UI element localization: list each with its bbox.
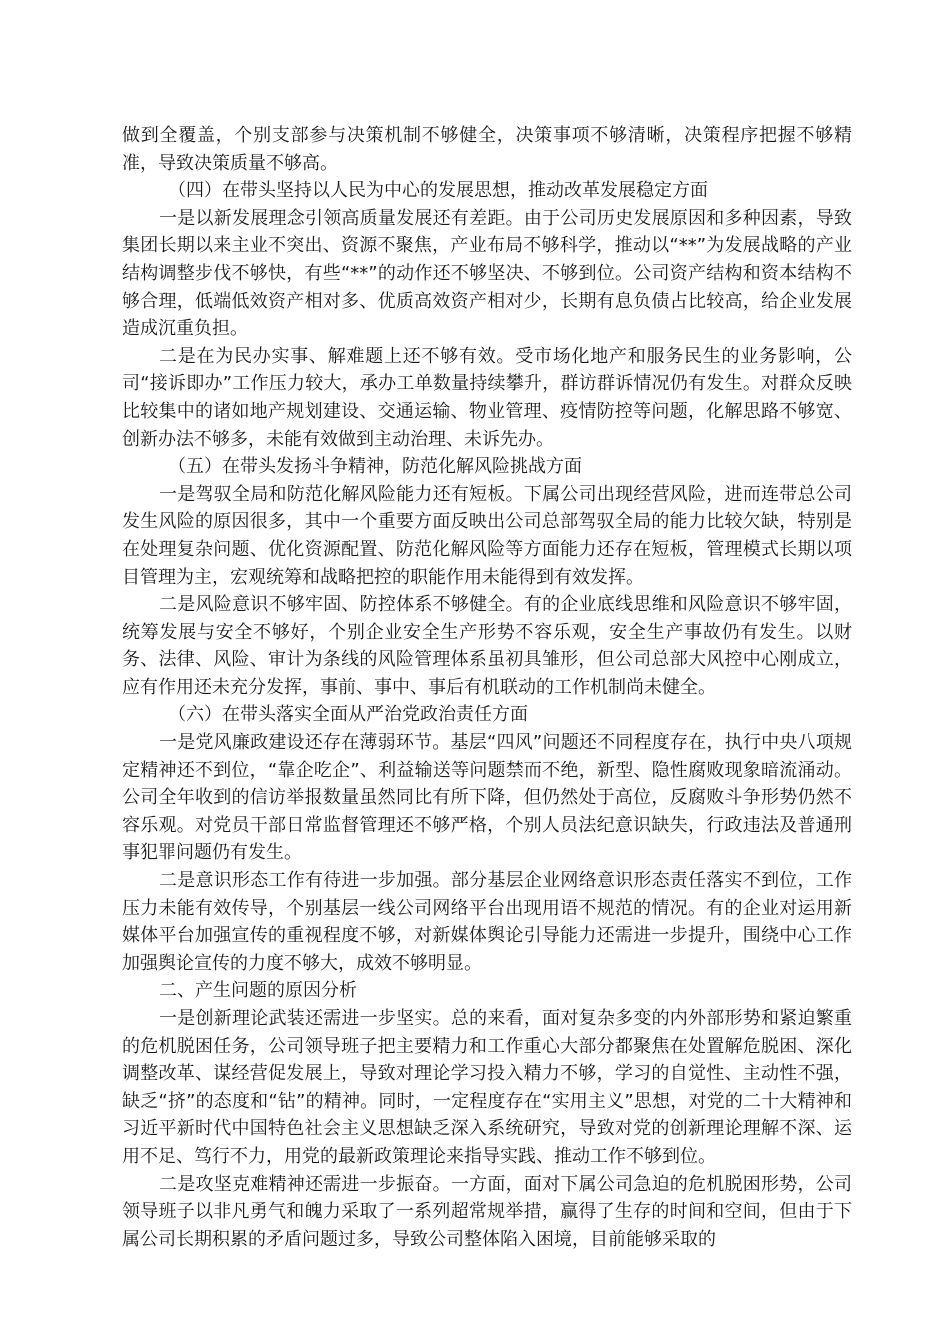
paragraph: 二是风险意识不够牢固、防控体系不够健全。有的企业底线思维和风险意识不够牢固，统筹发展与安全不够好，个别企业安全生产形势不容乐观，安全生产事故仍有发生。以财务、法律、风险、审计为条线的风险管理体系虽初具雏形，但公司总部大风控中心刚成立，应有作用还未充分发挥，事前、事中、事后有机联动的工作机制尚未健全。: [122, 594, 852, 698]
paragraph: 二是攻坚克难精神还需进一步振奋。一方面，面对下属公司急迫的危机脱困形势，公司领导班子以非凡勇气和魄力采取了一系列超常规举措，赢得了生存的时间和空间，但由于下属公司长期积累的矛盾问题过多，导致公司整体陷入困境，目前能够采取的: [122, 1173, 852, 1250]
chapter-heading: 二、产生问题的原因分析: [159, 980, 357, 1002]
paragraph: 一是驾驭全局和防范化解风险能力还有短板。下属公司出现经营风险，进而连带总公司发生风险的原因很多，其中一个重要方面反映出公司总部驾驭全局的能力比较欠缺，特别是在处理复杂问题、优化资源配置、防范化解风险等方面能力还存在短板，管理模式长期以项目管理为主，宏观统筹和战略把控的职能作用未能得到有效发挥。: [122, 483, 852, 588]
section-heading-6: （六）在带头落实全面从严治党政治责任方面: [168, 704, 528, 726]
paragraph: 二是在为民办实事、解难题上还不够有效。受市场化地产和服务民生的业务影响，公司“接诉即办”工作压力较大，承办工单数量持续攀升，群访群诉情况仍有发生。对群众反映比较集中的诸如地产规划建设、交通运输、物业管理、疫情防控等问题，化解思路不够宽、创新办法不够多，未能有效做到主动治理、未诉先办。: [122, 345, 852, 450]
paragraph-continuation: 做到全覆盖，个别支部参与决策机制不够健全，决策事项不够清晰，决策程序把握不够精准，导致决策质量不够高。: [122, 125, 852, 174]
paragraph: 一是创新理论武装还需进一步坚实。总的来看，面对复杂多变的内外部形势和紧迫繁重的危机脱困任务，公司领导班子把主要精力和工作重心大部分都聚焦在处置解危脱困、深化调整改革、谋经营促发展上，导致对理论学习投入精力不够，学习的自觉性、主动性不强，缺乏“挤”的态度和“钻”的精神。同时，一定程度存在“实用主义”思想，对党的二十大精神和习近平新时代中国特色社会主义思想缺乏深入系统研究，导致对党的创新理论理解不深、运用不足、笃行不力，用党的最新政策理论来指导实践、推动工作不够到位。: [122, 1008, 852, 1167]
paragraph: 二是意识形态工作有待进一步加强。部分基层企业网络意识形态责任落实不到位，工作压力未能有效传导，个别基层一线公司网络平台出现用语不规范的情况。有的企业对运用新媒体平台加强宣传的重视程度不够，对新媒体舆论引导能力还需进一步提升，围绕中心工作加强舆论宣传的力度不够大，成效不够明显。: [122, 870, 852, 974]
paragraph: 一是以新发展理念引领高质量发展还有差距。由于公司历史发展原因和多种因素，导致集团长期以来主业不突出、资源不聚焦，产业布局不够科学，推动以“**”为发展战略的产业结构调整步伐不够快，有些“**”的动作还不够坚决、不够到位。公司资产结构和资本结构不够合理，低端低效资产相对多、优质高效资产相对少，长期有息负债占比较高，给企业发展造成沉重负担。: [122, 207, 852, 340]
document-body: [122, 122, 852, 1253]
section-heading-5: （五）在带头发扬斗争精神，防范化解风险挑战方面: [168, 456, 582, 478]
paragraph: 一是党风廉政建设还存在薄弱环节。基层“四风”问题还不同程度存在，执行中央八项规定精神还不到位，“靠企吃企”、利益输送等问题禁而不绝，新型、隐性腐败现象暗流涌动。公司全年收到的信访举报数量虽然同比有所下降，但仍然处于高位，反腐败斗争形势仍然不容乐观。对党员干部日常监督管理还不够严格，个别人员法纪意识缺失，行政违法及普通刑事犯罪问题仍有发生。: [122, 732, 852, 864]
section-heading-4: （四）在带头坚持以人民为中心的发展思想，推动改革发展稳定方面: [168, 180, 708, 202]
